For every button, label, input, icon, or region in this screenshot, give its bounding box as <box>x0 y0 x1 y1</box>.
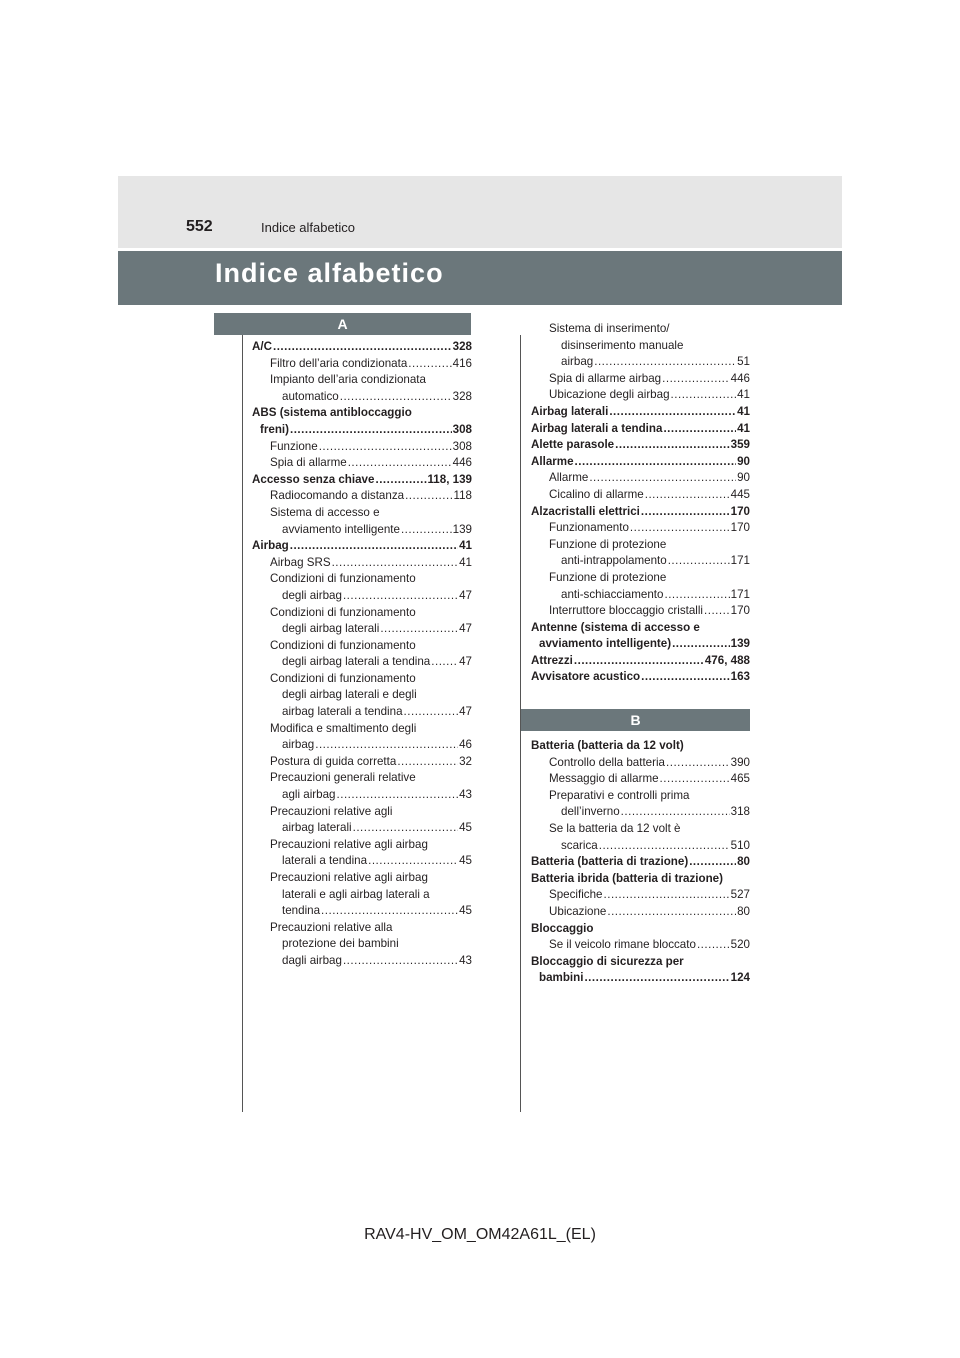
index-entry-label: degli airbag <box>282 588 342 602</box>
index-entry-label: Ubicazione degli airbag <box>549 388 670 402</box>
index-entry-label: scarica <box>561 838 598 852</box>
index-entry-label: ABS (sistema antibloccaggio <box>252 406 412 420</box>
index-entry-page: 171 <box>730 554 750 568</box>
index-entry-label: Spia di allarme <box>270 456 347 470</box>
index-entry <box>252 505 472 522</box>
index-entry <box>252 787 472 804</box>
index-entry-page: 47 <box>459 588 472 602</box>
dot-leader <box>380 621 458 638</box>
index-entry-page: 47 <box>459 705 472 719</box>
index-entry-label: tendina <box>282 904 321 918</box>
index-entry-page: 80 <box>737 855 750 869</box>
index-entry-label: dagli airbag <box>282 953 342 967</box>
dot-leader <box>662 371 730 388</box>
index-entry-label: Filtro dell’aria condizionata <box>270 356 408 370</box>
index-entry-page: 90 <box>737 471 750 485</box>
index-entry-page: 476, 488 <box>704 653 750 667</box>
running-header: Indice alfabetico <box>261 220 355 235</box>
index-entry <box>531 954 750 971</box>
index-entry-page: 80 <box>737 904 750 918</box>
dot-leader <box>630 520 730 537</box>
index-entry <box>252 920 472 937</box>
index-entry-label: Batteria (batteria di trazione) <box>531 855 689 869</box>
header-band <box>118 176 842 248</box>
dot-leader <box>404 704 459 721</box>
index-entry <box>252 903 472 920</box>
index-entry-label: airbag <box>282 738 315 752</box>
index-entry-label: Allarme <box>549 471 589 485</box>
index-entry-label: Modifica e smaltimento degli <box>270 721 417 735</box>
index-entry-page: 318 <box>730 805 750 819</box>
index-entry-page: 465 <box>730 772 750 786</box>
index-entry <box>531 804 750 821</box>
dot-leader <box>666 755 730 772</box>
index-entry-label: Controllo della batteria <box>549 755 666 769</box>
index-entry <box>252 936 472 953</box>
index-entry-label: protezione dei bambini <box>282 937 399 951</box>
index-entry <box>252 887 472 904</box>
index-entry-label: laterali e agli airbag laterali a <box>282 887 430 901</box>
dot-leader <box>340 389 452 406</box>
index-entry-label: Bloccaggio di sicurezza per <box>531 954 684 968</box>
index-entry-page: 171 <box>730 587 750 601</box>
index-entry-label: Interruttore bloccaggio cristalli <box>549 604 704 618</box>
index-entry-page: 47 <box>459 655 472 669</box>
index-entry-label: Airbag laterali <box>531 404 609 418</box>
index-entry-page: 446 <box>452 456 472 470</box>
index-entry-page: 390 <box>730 755 750 769</box>
index-entry-page: 90 <box>737 454 750 468</box>
dot-leader <box>664 587 729 604</box>
index-entry <box>252 571 472 588</box>
dot-leader <box>697 937 730 954</box>
dot-leader <box>343 953 458 970</box>
index-entry <box>252 455 472 472</box>
index-entry <box>252 422 472 439</box>
index-entry-label: Messaggio di allarme <box>549 772 659 786</box>
index-entry-page: 41 <box>737 421 750 435</box>
index-entry <box>252 770 472 787</box>
index-entry-page: 446 <box>730 371 750 385</box>
index-entry-label: Precauzioni relative alla <box>270 920 393 934</box>
index-entry <box>252 522 472 539</box>
index-entry-page: 308 <box>452 439 472 453</box>
index-entry-page: 328 <box>452 340 472 353</box>
index-entry <box>531 487 750 504</box>
index-entry-label: Cicalino di allarme <box>549 487 644 501</box>
index-entry-label: Funzione di protezione <box>549 570 667 584</box>
dot-leader <box>645 487 730 504</box>
dot-leader <box>575 454 737 471</box>
dot-leader <box>594 354 736 371</box>
index-entry <box>531 653 750 670</box>
index-entry-label: Avvisatore acustico <box>531 670 641 684</box>
index-entry-label: airbag laterali a tendina <box>282 705 403 719</box>
index-entry <box>531 970 750 987</box>
dot-leader <box>401 522 452 539</box>
dot-leader <box>604 887 730 904</box>
dot-leader <box>607 904 736 921</box>
index-entry-label: disinserimento manuale <box>561 338 684 352</box>
dot-leader <box>405 488 452 505</box>
index-entry-label: dell’inverno <box>561 805 620 819</box>
dot-leader <box>290 422 452 439</box>
index-entry <box>252 737 472 754</box>
index-entry-label: Se il veicolo rimane bloccato <box>549 938 696 952</box>
dot-leader <box>609 404 736 421</box>
index-entry-label: freni) <box>260 422 289 436</box>
index-entry <box>531 371 750 388</box>
index-entry-label: Bloccaggio <box>531 921 594 935</box>
document-code: RAV4-HV_OM_OM42A61L_(EL) <box>364 1226 596 1243</box>
index-entry-label: Impianto dell’aria condizionata <box>270 373 426 387</box>
index-entry <box>252 754 472 771</box>
dot-leader <box>641 669 730 686</box>
index-entry-page: 51 <box>737 355 750 369</box>
index-entry <box>531 387 750 404</box>
index-entry-label: Precauzioni generali relative <box>270 771 416 785</box>
index-entry-page: 118 <box>453 489 472 503</box>
index-entry <box>531 887 750 904</box>
index-entry <box>252 804 472 821</box>
index-entry-label: Se la batteria da 12 volt è <box>549 821 681 835</box>
index-entry <box>252 721 472 738</box>
index-entry <box>252 638 472 655</box>
index-entry-page: 43 <box>459 953 472 967</box>
index-entry-page: 41 <box>737 388 750 402</box>
index-entry <box>531 338 750 355</box>
index-entry-page: 41 <box>459 555 472 569</box>
index-entry-label: Alzacristalli elettrici <box>531 504 640 518</box>
index-entry <box>531 636 750 653</box>
index-entry-label: Batteria (batteria da 12 volt) <box>531 739 684 752</box>
dot-leader <box>397 754 458 771</box>
index-entry-page: 527 <box>730 888 750 902</box>
column-divider-left <box>242 335 243 1112</box>
index-entry-page: 124 <box>730 971 750 985</box>
index-entry <box>531 771 750 788</box>
dot-leader <box>672 636 730 653</box>
index-entry-page: 170 <box>730 504 750 518</box>
index-entry-page: 510 <box>730 838 750 852</box>
dot-leader <box>315 737 458 754</box>
index-entry-label: A/C <box>252 340 272 353</box>
index-entry-label: degli airbag laterali <box>282 622 380 636</box>
index-entry-page: 416 <box>452 356 472 370</box>
index-entry-page: 139 <box>452 522 472 536</box>
dot-leader <box>584 970 729 987</box>
index-entry <box>531 738 750 755</box>
index-entry-label: anti-schiacciamento <box>561 587 664 601</box>
dot-leader <box>663 421 736 438</box>
index-entry <box>252 687 472 704</box>
dot-leader <box>615 437 730 454</box>
index-column-2a <box>531 321 750 686</box>
index-entry-label: airbag laterali <box>282 821 352 835</box>
index-entry-label: degli airbag laterali e degli <box>282 688 417 702</box>
index-entry-label: Alette parasole <box>531 438 615 452</box>
index-entry-label: Allarme <box>531 454 574 468</box>
index-entry-page: 445 <box>730 487 750 501</box>
index-entry <box>252 605 472 622</box>
index-entry-label: Antenne (sistema di accesso e <box>531 620 700 634</box>
index-entry-label: Condizioni di funzionamento <box>270 671 416 685</box>
dot-leader <box>660 771 730 788</box>
index-entry-label: Spia di allarme airbag <box>549 371 662 385</box>
index-entry <box>252 621 472 638</box>
index-entry-label: Funzione di protezione <box>549 537 667 551</box>
index-entry <box>252 704 472 721</box>
dot-leader <box>319 439 452 456</box>
dot-leader <box>321 903 458 920</box>
dot-leader <box>671 387 737 404</box>
index-entry <box>252 405 472 422</box>
index-entry-label: Condizioni di funzionamento <box>270 572 416 586</box>
index-entry <box>252 488 472 505</box>
dot-leader <box>689 854 736 871</box>
index-entry <box>531 838 750 855</box>
index-entry-label: Accesso senza chiave <box>252 472 375 486</box>
index-entry-label: airbag <box>561 355 594 369</box>
index-entry-page: 32 <box>459 754 472 768</box>
index-entry-label: Funzionamento <box>549 521 629 535</box>
index-entry <box>531 454 750 471</box>
page-title: Indice alfabetico <box>215 258 444 288</box>
index-entry <box>531 537 750 554</box>
index-entry-label: Funzione <box>270 439 318 453</box>
index-column-2b <box>531 738 750 987</box>
dot-leader <box>431 654 458 671</box>
index-entry-page: 45 <box>459 821 472 835</box>
index-entry <box>252 538 472 555</box>
index-entry <box>252 837 472 854</box>
index-entry <box>252 654 472 671</box>
index-entry <box>252 870 472 887</box>
index-entry <box>252 439 472 456</box>
index-entry-label: Postura di guida corretta <box>270 754 397 768</box>
index-entry-label: avviamento intelligente) <box>539 637 672 651</box>
index-entry <box>531 570 750 587</box>
index-entry-page: 41 <box>737 404 750 418</box>
index-entry <box>531 553 750 570</box>
dot-leader <box>589 470 736 487</box>
index-entry-label: anti-intrappolamento <box>561 554 667 568</box>
index-entry <box>252 356 472 373</box>
index-entry-page: 118, 139 <box>427 472 472 486</box>
dot-leader <box>375 472 426 489</box>
index-entry-page: 170 <box>730 521 750 535</box>
index-entry-label: Airbag laterali a tendina <box>531 421 663 435</box>
index-entry-label: Sistema di accesso e <box>270 505 380 519</box>
index-entry <box>531 404 750 421</box>
dot-leader <box>574 653 704 670</box>
index-entry-label: Precauzioni relative agli airbag <box>270 837 428 851</box>
index-entry-page: 46 <box>459 738 472 752</box>
dot-leader <box>668 553 730 570</box>
index-entry-label: Airbag SRS <box>270 555 331 569</box>
index-entry <box>531 603 750 620</box>
index-entry-page: 45 <box>459 854 472 868</box>
dot-leader <box>353 820 458 837</box>
index-entry <box>531 620 750 637</box>
dot-leader <box>621 804 730 821</box>
index-entry <box>531 321 750 338</box>
index-entry-label: Airbag <box>252 539 289 553</box>
index-entry <box>531 788 750 805</box>
dot-leader <box>704 603 730 620</box>
index-entry <box>252 953 472 970</box>
index-entry <box>252 339 472 356</box>
index-entry <box>252 555 472 572</box>
index-entry <box>252 853 472 870</box>
index-entry-label: bambini <box>539 971 584 985</box>
index-entry <box>531 904 750 921</box>
index-entry <box>531 937 750 954</box>
dot-leader <box>337 787 459 804</box>
section-header-b: B <box>521 709 750 731</box>
index-entry-page: 328 <box>452 389 472 403</box>
index-entry-label: Attrezzi <box>531 653 573 667</box>
index-entry-page: 43 <box>459 788 472 802</box>
index-entry-label: Specifiche <box>549 888 603 902</box>
index-entry-page: 359 <box>730 438 750 452</box>
dot-leader <box>641 504 730 521</box>
dot-leader <box>332 555 459 572</box>
index-entry <box>252 671 472 688</box>
dot-leader <box>408 356 451 373</box>
index-entry-page: 41 <box>459 539 472 553</box>
index-entry-page: 45 <box>459 904 472 918</box>
dot-leader <box>368 853 458 870</box>
index-entry <box>531 504 750 521</box>
index-entry-page: 47 <box>459 622 472 636</box>
index-entry <box>252 820 472 837</box>
index-column-1 <box>252 339 472 970</box>
index-entry-page: 163 <box>730 670 750 684</box>
index-entry <box>252 588 472 605</box>
dot-leader <box>273 339 452 356</box>
page-number: 552 <box>186 218 213 235</box>
index-entry-label: Condizioni di funzionamento <box>270 638 416 652</box>
index-entry-page: 139 <box>730 637 750 651</box>
index-entry <box>531 470 750 487</box>
index-entry-page: 170 <box>730 604 750 618</box>
index-entry <box>531 520 750 537</box>
dot-leader <box>343 588 458 605</box>
index-entry <box>531 755 750 772</box>
index-entry <box>531 921 750 938</box>
index-entry <box>531 421 750 438</box>
index-entry <box>252 472 472 489</box>
index-entry-label: agli airbag <box>282 788 336 802</box>
index-entry <box>531 437 750 454</box>
index-entry <box>531 854 750 871</box>
index-entry-label: degli airbag laterali a tendina <box>282 655 431 669</box>
index-entry-page: 520 <box>730 938 750 952</box>
index-entry <box>531 587 750 604</box>
index-entry-label: laterali a tendina <box>282 854 368 868</box>
section-header-a: A <box>214 313 471 335</box>
dot-leader <box>599 838 730 855</box>
index-entry <box>252 372 472 389</box>
index-entry-label: Ubicazione <box>549 904 607 918</box>
index-entry-label: Sistema di inserimento/ <box>549 322 670 335</box>
index-entry-label: Precauzioni relative agli <box>270 804 393 818</box>
index-entry-label: Radiocomando a distanza <box>270 489 405 503</box>
index-entry <box>531 821 750 838</box>
index-entry-label: Precauzioni relative agli airbag <box>270 871 428 884</box>
dot-leader <box>290 538 458 555</box>
index-entry <box>531 669 750 686</box>
index-entry <box>252 389 472 406</box>
index-entry-label: Batteria ibrida (batteria di trazione) <box>531 871 723 885</box>
index-entry-label: Condizioni di funzionamento <box>270 605 416 619</box>
index-entry-page: 308 <box>452 422 472 436</box>
index-entry-label: automatico <box>282 389 339 403</box>
index-entry <box>531 871 750 888</box>
index-entry <box>531 354 750 371</box>
index-entry-label: avviamento intelligente <box>282 522 400 536</box>
dot-leader <box>348 455 452 472</box>
index-entry-label: Preparativi e controlli prima <box>549 788 690 802</box>
